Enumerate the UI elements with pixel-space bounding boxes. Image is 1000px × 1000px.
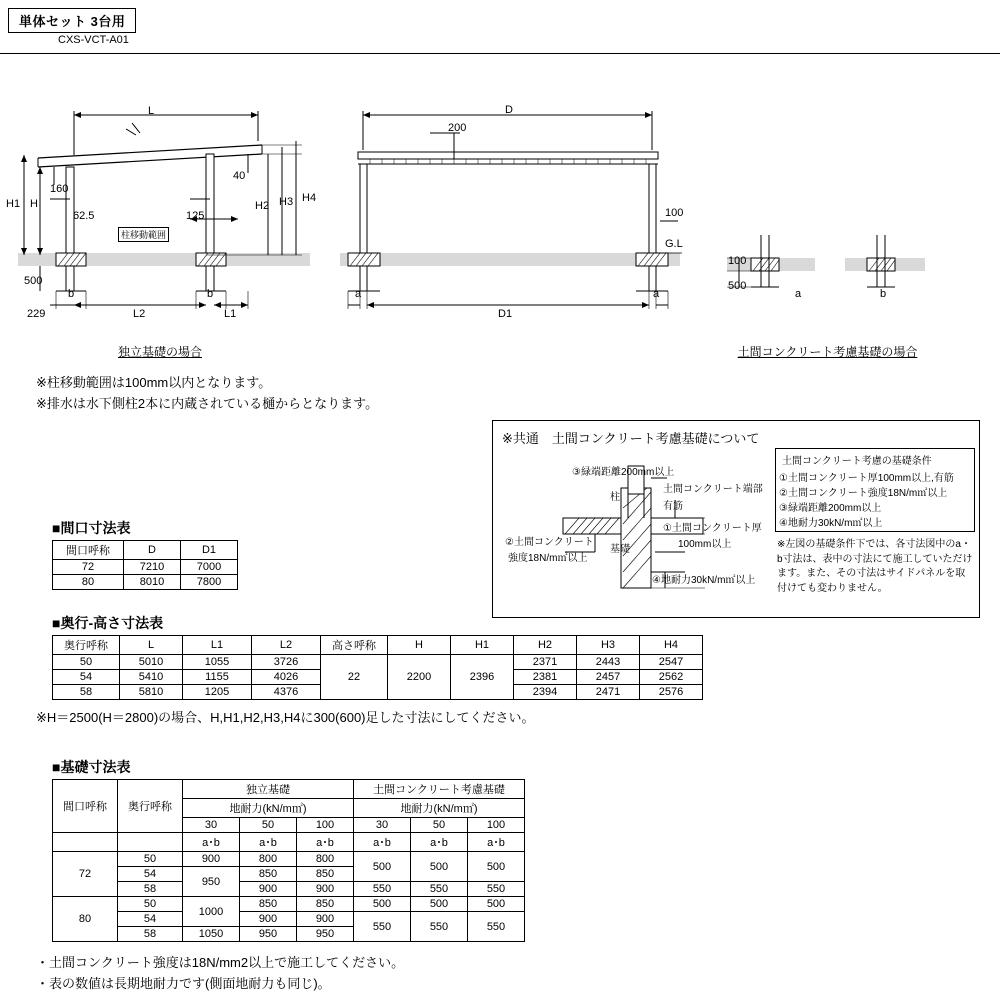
header-divider: [0, 53, 1000, 54]
col-L: L: [120, 636, 183, 655]
dim-H3: H3: [279, 196, 294, 208]
foundation-table: [52, 779, 525, 942]
cell: 850: [297, 867, 354, 882]
callout-bearing-capacity: ④地耐力30kN/m㎡以上: [652, 575, 756, 586]
group-independent: 独立基礎: [183, 780, 354, 799]
page-title: 単体セット 3台用: [8, 8, 136, 33]
side-view-caption: 独立基礎の場合: [117, 345, 202, 359]
col-H4: H4: [640, 636, 703, 655]
ab-label: a･b: [354, 833, 411, 852]
slab-foundation-drawing: [715, 225, 930, 320]
dim-H: H: [30, 198, 38, 210]
bearing-label-independent: 地耐力(kN/m㎡): [183, 799, 354, 818]
cell: 550: [411, 882, 468, 897]
table-row: [53, 852, 525, 867]
cell: 2371: [514, 655, 577, 670]
dim-62-5: 62.5: [73, 210, 95, 222]
table-header-row: [53, 541, 238, 560]
cell: 1055: [183, 655, 252, 670]
col-H2: H2: [514, 636, 577, 655]
cell: 2381: [514, 670, 577, 685]
table-row: [53, 912, 525, 927]
cell: 1155: [183, 670, 252, 685]
col-width-name: 間口呼称: [53, 541, 124, 560]
col-D1: D1: [181, 541, 238, 560]
table-header-row: [53, 636, 703, 655]
dim-100: 100: [665, 207, 684, 219]
table-row: [53, 897, 525, 912]
cell: 800: [297, 852, 354, 867]
front-view-drawing: [330, 95, 690, 335]
cell: 500: [354, 852, 411, 882]
ab-label: a･b: [297, 833, 354, 852]
dim-a-right: a: [653, 288, 660, 300]
dim-H2: H2: [255, 200, 270, 212]
callout-thickness-value: 100mm以上: [678, 539, 732, 550]
callout-concrete-edge: 土間コンクリート端部: [663, 484, 763, 495]
cell: 900: [297, 882, 354, 897]
slab-dim-500: 500: [728, 280, 747, 292]
cell: 850: [297, 897, 354, 912]
cell: 5410: [120, 670, 183, 685]
dim-500: 500: [24, 275, 43, 287]
cell: 5010: [120, 655, 183, 670]
cell: 900: [297, 912, 354, 927]
spacer: [53, 833, 118, 852]
cell: 54: [118, 867, 183, 882]
cell: 2443: [577, 655, 640, 670]
cell: 8010: [124, 575, 181, 590]
cell: 58: [118, 882, 183, 897]
condition-3: ③緑端距離200mm以上: [779, 503, 882, 514]
table-header-row: [53, 780, 525, 799]
col-D: D: [124, 541, 181, 560]
table-row: [53, 655, 703, 670]
col-depth-name: 奥行呼称: [53, 636, 120, 655]
callout-strength-value: 強度18N/m㎡以上: [508, 553, 588, 564]
bearing-30: 30: [354, 818, 411, 833]
cell: 550: [468, 882, 525, 897]
table-row: [53, 575, 238, 590]
callout-foundation: 基礎: [610, 544, 630, 555]
cell: 2200: [388, 655, 451, 700]
cell: 800: [240, 852, 297, 867]
col-depth-name: 奥行呼称: [118, 780, 183, 833]
cell: 900: [240, 912, 297, 927]
dim-L2: L2: [133, 308, 146, 320]
col-H1: H1: [451, 636, 514, 655]
cell: 850: [240, 867, 297, 882]
cell: 1205: [183, 685, 252, 700]
slab-dim-a: a: [795, 288, 802, 300]
callout-post: 柱: [610, 492, 620, 503]
cell: 850: [240, 897, 297, 912]
width-table: [52, 540, 238, 590]
cell: 5810: [120, 685, 183, 700]
ab-label: a･b: [468, 833, 525, 852]
cell: 2471: [577, 685, 640, 700]
cell: 500: [354, 897, 411, 912]
note-2: ※排水は水下側柱2本に内蔵されている樋からとなります。: [36, 396, 379, 411]
cell: 2457: [577, 670, 640, 685]
cell: 2576: [640, 685, 703, 700]
cell: 58: [53, 685, 120, 700]
dim-40: 40: [233, 170, 246, 182]
cell: 500: [468, 852, 525, 882]
col-L1: L1: [183, 636, 252, 655]
callout-concrete-strength: ②土間コンクリート: [505, 537, 594, 548]
bearing-30: 30: [183, 818, 240, 833]
callout-edge-distance: ③緑端距離200mm以上: [572, 467, 675, 478]
dim-H4: H4: [302, 192, 317, 204]
condition-2: ②土間コンクリート強度18N/m㎡以上: [779, 488, 948, 499]
bearing-100: 100: [468, 818, 525, 833]
cell: 22: [321, 655, 388, 700]
depth-height-table: [52, 635, 703, 700]
dim-b-right: b: [207, 288, 214, 300]
bearing-label-slab: 地耐力(kN/m㎡): [354, 799, 525, 818]
cell: 3726: [252, 655, 321, 670]
cell: 950: [183, 867, 240, 897]
base-table-heading: ■基礎寸法表: [52, 759, 131, 775]
col-H3: H3: [577, 636, 640, 655]
cell: 950: [297, 927, 354, 942]
cell: 500: [411, 852, 468, 882]
dim-L1: L1: [224, 308, 237, 320]
bearing-100: 100: [297, 818, 354, 833]
dim-125: 125: [186, 210, 205, 222]
cell: 80: [53, 897, 118, 942]
cell: 58: [118, 927, 183, 942]
group-slab: 土間コンクリート考慮基礎: [354, 780, 525, 799]
table-row: [53, 560, 238, 575]
cell: 7800: [181, 575, 238, 590]
bearing-50: 50: [411, 818, 468, 833]
side-view-drawing: [10, 95, 320, 345]
cell: 500: [411, 897, 468, 912]
cell: 500: [468, 897, 525, 912]
width-table-heading: ■間口寸法表: [52, 520, 131, 536]
cell: 2394: [514, 685, 577, 700]
cell: 7210: [124, 560, 181, 575]
note-1: ※柱移動範囲は100mm以内となります。: [36, 375, 272, 390]
cell: 550: [354, 882, 411, 897]
condition-4: ④地耐力30kN/m㎡以上: [779, 518, 883, 529]
cell: 72: [53, 560, 124, 575]
cell: 2547: [640, 655, 703, 670]
col-H: H: [388, 636, 451, 655]
conditions-title: 土間コンクリート考慮の基礎条件: [782, 456, 932, 467]
cell: 1000: [183, 897, 240, 927]
col-width-name: 間口呼称: [53, 780, 118, 833]
slab-dim-100: 100: [728, 255, 747, 267]
table-row: [53, 882, 525, 897]
cell: 550: [411, 912, 468, 942]
cell: 900: [183, 852, 240, 867]
dim-L: L: [148, 105, 155, 117]
base-footnote-1: ・土間コンクリート強度は18N/mm2以上で施工してください。: [36, 955, 405, 970]
slab-dim-b: b: [880, 288, 887, 300]
model-code: CXS-VCT-A01: [58, 34, 129, 46]
cell: 54: [53, 670, 120, 685]
cell: 72: [53, 852, 118, 897]
cell: 50: [118, 852, 183, 867]
cell: 1050: [183, 927, 240, 942]
dim-D1: D1: [498, 308, 513, 320]
cell: 2562: [640, 670, 703, 685]
cell: 50: [53, 655, 120, 670]
ab-label: a･b: [411, 833, 468, 852]
dim-160: 160: [50, 183, 69, 195]
common-box-title: ※共通 土間コンクリート考慮基礎について: [502, 431, 760, 446]
ab-label: a･b: [183, 833, 240, 852]
dim-229: 229: [27, 308, 46, 320]
conditions-note: ※左図の基礎条件下では、各寸法図中のa・b寸法は、表中の寸法にて施工していただけます。また、その寸法はサイドパネルを取付けても変わりません。: [777, 539, 973, 594]
cell: 900: [240, 882, 297, 897]
cell: 4376: [252, 685, 321, 700]
cell: 550: [468, 912, 525, 942]
dim-a-left: a: [355, 288, 362, 300]
cell: 4026: [252, 670, 321, 685]
cell: 7000: [181, 560, 238, 575]
spacer: [118, 833, 183, 852]
bearing-50: 50: [240, 818, 297, 833]
col-L2: L2: [252, 636, 321, 655]
col-height-name: 高さ呼称: [321, 636, 388, 655]
depth-table-heading: ■奥行-高さ寸法表: [52, 615, 164, 631]
cell: 2396: [451, 655, 514, 700]
slab-view-caption: 土間コンクリート考慮基礎の場合: [737, 345, 918, 359]
dim-200: 200: [448, 122, 467, 134]
label-GL: G.L: [665, 238, 683, 250]
dim-H1: H1: [6, 198, 21, 210]
base-footnote-2: ・表の数値は長期地耐力です(側面地耐力も同じ)。: [36, 976, 331, 991]
dim-b-left: b: [68, 288, 75, 300]
depth-table-note: ※H＝2500(H＝2800)の場合、H,H1,H2,H3,H4に300(600)足した寸法にしてください。: [36, 710, 535, 725]
cell: 550: [354, 912, 411, 942]
callout-concrete-thickness: ①土間コンクリート厚: [663, 523, 762, 534]
cell: 950: [240, 927, 297, 942]
condition-1: ①土間コンクリート厚100mm以上,有筋: [779, 473, 954, 484]
cell: 80: [53, 575, 124, 590]
ab-label: a･b: [240, 833, 297, 852]
cell: 54: [118, 912, 183, 927]
post-move-range-label: 柱移動範囲: [118, 227, 169, 242]
callout-reinforced: 有筋: [663, 501, 683, 512]
dim-D: D: [505, 104, 513, 116]
cell: 50: [118, 897, 183, 912]
table-header-row: [53, 833, 525, 852]
